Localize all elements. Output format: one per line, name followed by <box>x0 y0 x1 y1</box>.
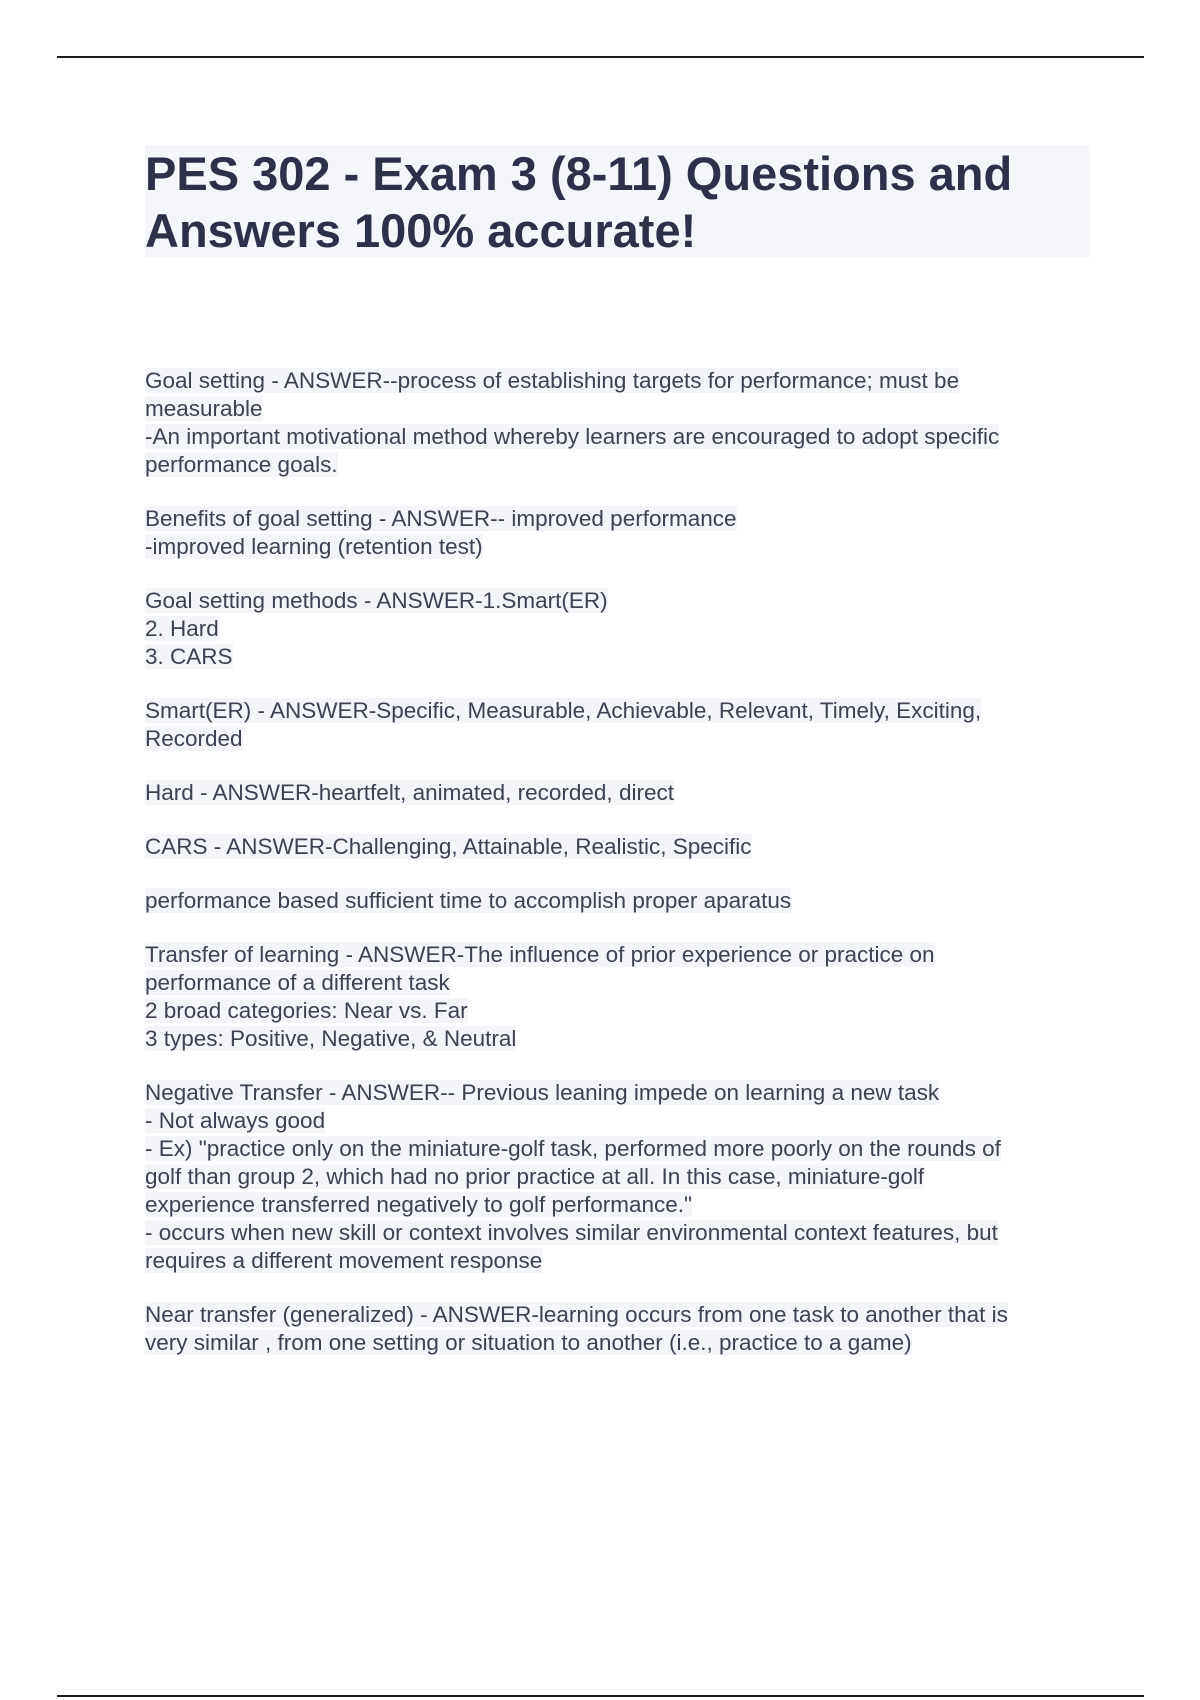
entry-line: experience transferred negatively to golf performance." <box>145 1192 693 1217</box>
qa-entry-benefits-of-goal-setting <box>145 505 1090 561</box>
entry-line: performance goals. <box>145 452 338 477</box>
top-rule <box>57 56 1144 58</box>
title-line-2: Answers 100% accurate! <box>145 204 697 257</box>
entry-line: -improved learning (retention test) <box>145 534 483 559</box>
entry-line: 2. Hard <box>145 616 219 641</box>
entry-line: Near transfer (generalized) - ANSWER-learning occurs from one task to another that is <box>145 1302 1008 1327</box>
qa-entry-cars <box>145 833 1090 861</box>
entry-line: - occurs when new skill or context involves similar environmental context features, but <box>145 1220 998 1245</box>
qa-entry-smarter <box>145 697 1090 753</box>
qa-list <box>145 367 1090 1383</box>
entry-line: - Ex) "practice only on the miniature-golf task, performed more poorly on the rounds of <box>145 1136 1001 1161</box>
entry-line: 3. CARS <box>145 644 233 669</box>
entry-line: requires a different movement response <box>145 1248 543 1273</box>
entry-line: Transfer of learning - ANSWER-The influence of prior experience or practice on <box>145 942 935 967</box>
title-line-1: PES 302 - Exam 3 (8-11) Questions and <box>145 147 1013 200</box>
qa-entry-near-transfer <box>145 1301 1090 1357</box>
entry-line: -An important motivational method whereby learners are encouraged to adopt specific <box>145 424 1000 449</box>
qa-entry-transfer-of-learning <box>145 941 1090 1053</box>
entry-line: very similar , from one setting or situation to another (i.e., practice to a game) <box>145 1330 912 1355</box>
entry-line: Negative Transfer - ANSWER-- Previous leaning impede on learning a new task <box>145 1080 940 1105</box>
entry-line: performance based sufficient time to accomplish proper aparatus <box>145 888 792 913</box>
entry-line: golf than group 2, which had no prior practice at all. In this case, miniature-golf <box>145 1164 925 1189</box>
entry-line: performance of a different task <box>145 970 450 995</box>
entry-line: Recorded <box>145 726 243 751</box>
entry-line: Smart(ER) - ANSWER-Specific, Measurable, Achievable, Relevant, Timely, Exciting, <box>145 698 982 723</box>
qa-entry-negative-transfer <box>145 1079 1090 1275</box>
entry-line: 2 broad categories: Near vs. Far <box>145 998 468 1023</box>
document-title <box>145 145 1090 259</box>
entry-line: - Not always good <box>145 1108 326 1133</box>
entry-line: CARS - ANSWER-Challenging, Attainable, Realistic, Specific <box>145 834 752 859</box>
entry-line: 3 types: Positive, Negative, & Neutral <box>145 1026 517 1051</box>
qa-entry-goal-setting-methods <box>145 587 1090 671</box>
qa-entry-goal-setting <box>145 367 1090 479</box>
bottom-rule <box>57 1695 1144 1697</box>
title-block <box>145 145 1090 257</box>
entry-line: Goal setting - ANSWER--process of establishing targets for performance; must be <box>145 368 960 393</box>
entry-line: Goal setting methods - ANSWER-1.Smart(ER) <box>145 588 608 613</box>
qa-entry-performance-note <box>145 887 1090 915</box>
entry-line: measurable <box>145 396 263 421</box>
entry-line: Hard - ANSWER-heartfelt, animated, recorded, direct <box>145 780 674 805</box>
entry-line: Benefits of goal setting - ANSWER-- improved performance <box>145 506 737 531</box>
qa-entry-hard <box>145 779 1090 807</box>
